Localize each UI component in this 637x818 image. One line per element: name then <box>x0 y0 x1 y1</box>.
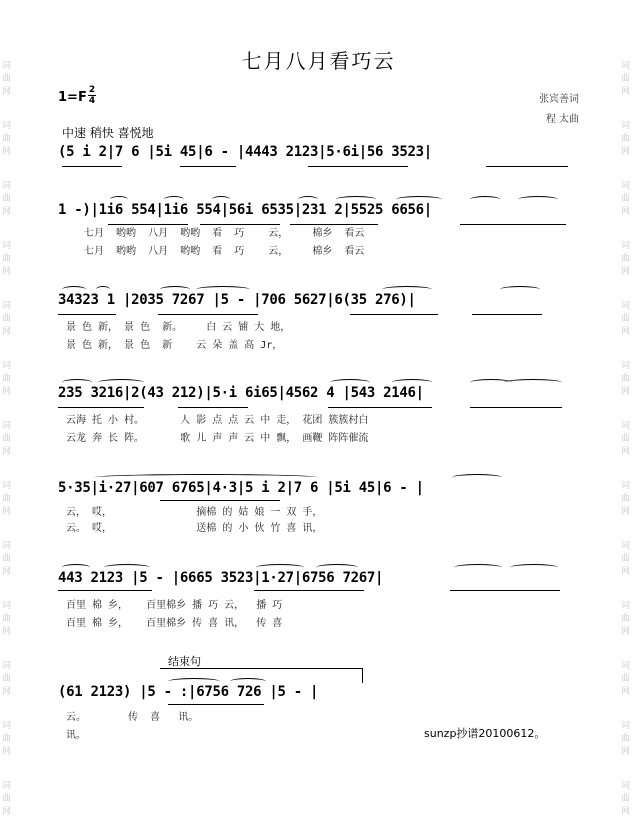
watermark-glyph: 网 <box>621 207 631 217</box>
slur-mark <box>168 678 220 685</box>
slur-mark <box>164 196 184 203</box>
lyrics-system-5-verse-2: 云。 哎， 送棉 的 小 伙 竹 喜 讯， <box>66 523 323 534</box>
slur-mark <box>160 286 190 293</box>
watermark-glyph: 网 <box>2 387 12 397</box>
watermark-glyph: 曲 <box>621 194 631 204</box>
beam-underline <box>158 314 258 315</box>
watermark-glyph: 曲 <box>2 554 12 564</box>
lyrics-system-7-verse-1: 云。 传 喜 讯。 <box>66 712 199 723</box>
watermark-glyph: 词 <box>2 421 12 431</box>
beam-underline <box>328 407 432 408</box>
watermark-glyph: 网 <box>2 687 12 697</box>
lyrics-system-4-verse-2: 云龙 奔 长 阵。 歌 儿 声 声 云 中 飘， 画鞭 阵阵催流 <box>66 433 369 444</box>
beam-underline <box>254 590 364 591</box>
watermark-glyph: 曲 <box>2 194 12 204</box>
slur-mark <box>500 286 540 293</box>
watermark-glyph: 曲 <box>2 614 12 624</box>
watermark-glyph: 网 <box>2 147 12 157</box>
watermark-glyph: 网 <box>621 687 631 697</box>
watermark-glyph: 网 <box>621 507 631 517</box>
key-signature: 1=F <box>58 90 87 105</box>
watermark-glyph: 词 <box>2 121 12 131</box>
watermark-glyph: 曲 <box>621 674 631 684</box>
watermark-glyph: 词 <box>2 601 12 611</box>
lyrics-system-3-verse-1: 景 色 新， 景 色 新。 白 云 铺 大 地， <box>66 322 291 333</box>
watermark-glyph: 网 <box>621 387 631 397</box>
beam-underline <box>108 224 188 225</box>
watermark-right <box>621 0 635 817</box>
slur-mark <box>110 196 128 203</box>
watermark-glyph: 网 <box>2 567 12 577</box>
watermark-glyph: 网 <box>621 327 631 337</box>
beam-underline <box>486 166 568 167</box>
beam-underline <box>470 407 562 408</box>
watermark-glyph: 曲 <box>2 254 12 264</box>
watermark-glyph: 网 <box>2 327 12 337</box>
slur-mark <box>470 196 500 203</box>
beam-underline <box>200 224 280 225</box>
slur-mark <box>98 379 144 386</box>
slur-mark <box>256 564 304 571</box>
beam-underline <box>180 166 236 167</box>
watermark-glyph: 词 <box>2 301 12 311</box>
watermark-glyph: 词 <box>621 421 631 431</box>
watermark-glyph: 曲 <box>2 494 12 504</box>
watermark-glyph: 网 <box>621 147 631 157</box>
slur-mark <box>454 564 502 571</box>
watermark-glyph: 词 <box>621 541 631 551</box>
slur-mark <box>518 196 558 203</box>
watermark-glyph: 网 <box>621 447 631 457</box>
watermark-glyph: 词 <box>2 541 12 551</box>
watermark-glyph: 词 <box>2 781 12 791</box>
watermark-glyph: 词 <box>2 61 12 71</box>
watermark-glyph: 词 <box>2 181 12 191</box>
notes-system-2: 1 -)|1i6 554|1i6 554|56i 6535|231 2|5525 6656| <box>58 202 432 218</box>
slur-mark <box>452 474 502 481</box>
watermark-glyph: 曲 <box>2 74 12 84</box>
notes-system-1: (5 i 2|7 6 |5i 45|6 - |4443 2123|5·6i|56 3523| <box>58 144 432 160</box>
beam-underline <box>472 314 542 315</box>
beam-underline <box>178 407 248 408</box>
watermark-left <box>2 0 16 817</box>
watermark-glyph: 词 <box>621 301 631 311</box>
slur-mark <box>382 286 432 293</box>
watermark-glyph: 网 <box>2 267 12 277</box>
ending-label: 结束句 <box>168 655 201 668</box>
slur-mark <box>230 678 266 685</box>
watermark-glyph: 曲 <box>621 734 631 744</box>
slur-mark <box>62 564 90 571</box>
slur-mark <box>336 196 376 203</box>
watermark-glyph: 网 <box>2 447 12 457</box>
slur-mark <box>94 474 318 481</box>
beam-underline <box>58 590 152 591</box>
watermark-glyph: 曲 <box>621 254 631 264</box>
beam-underline <box>450 590 560 591</box>
watermark-glyph: 曲 <box>2 794 12 804</box>
watermark-glyph: 词 <box>621 721 631 731</box>
watermark-glyph: 词 <box>2 241 12 251</box>
watermark-glyph: 词 <box>2 361 12 371</box>
slur-mark <box>298 196 318 203</box>
slur-mark <box>504 379 562 386</box>
watermark-glyph: 网 <box>621 747 631 757</box>
slur-mark <box>330 379 370 386</box>
watermark-glyph: 词 <box>621 61 631 71</box>
watermark-glyph: 网 <box>2 87 12 97</box>
watermark-glyph: 曲 <box>621 794 631 804</box>
slur-mark <box>396 196 442 203</box>
watermark-glyph: 曲 <box>2 314 12 324</box>
slur-mark <box>104 564 150 571</box>
slur-mark <box>62 286 86 293</box>
watermark-glyph: 词 <box>621 121 631 131</box>
watermark-glyph: 网 <box>621 87 631 97</box>
slur-mark <box>62 379 92 386</box>
notes-system-7: (61 2123) |5 - :|6756 726 |5 - | <box>58 684 319 700</box>
lyrics-system-3-verse-2: 景 色 新， 景 色 新 云 朵 盖 高 Jr， <box>66 340 283 351</box>
watermark-glyph: 网 <box>2 747 12 757</box>
transcriber-signature: sunzp抄谱20100612。 <box>424 727 546 740</box>
watermark-glyph: 网 <box>2 507 12 517</box>
slur-mark <box>392 379 432 386</box>
lyricist-credit: 张宾善词 <box>539 94 579 105</box>
watermark-glyph: 词 <box>621 181 631 191</box>
beam-underline <box>62 166 122 167</box>
slur-mark <box>316 564 358 571</box>
watermark-glyph: 曲 <box>621 374 631 384</box>
watermark-glyph: 网 <box>621 567 631 577</box>
watermark-glyph: 词 <box>621 361 631 371</box>
beam-underline <box>308 166 408 167</box>
lyrics-system-6-verse-1: 百里 棉 乡， 百里棉乡 播 巧 云， 播 巧 <box>66 600 283 611</box>
beam-underline <box>58 314 116 315</box>
lyrics-system-4-verse-1: 云海 托 小 村。 人 影 点 点 云 中 走， 花团 簇簇村白 <box>66 415 369 426</box>
watermark-glyph: 网 <box>2 207 12 217</box>
lyrics-system-6-verse-2: 百里 棉 乡， 百里棉乡 传 喜 讯， 传 喜 <box>66 618 283 629</box>
watermark-glyph: 网 <box>621 267 631 277</box>
tempo-marking: 中速 稍快 喜悦地 <box>62 126 154 140</box>
watermark-glyph: 词 <box>2 481 12 491</box>
slur-mark <box>96 286 110 293</box>
notes-system-4: 235 3216|2(43 212)|5·i 6i65|4562 4 |543 2146| <box>58 385 424 401</box>
slur-mark <box>510 564 558 571</box>
beam-underline <box>290 224 378 225</box>
watermark-glyph: 网 <box>621 627 631 637</box>
beam-underline <box>168 704 264 705</box>
notes-system-6: 443 2123 |5 - |6665 3523|1·27|6756 7267| <box>58 570 384 586</box>
lyrics-system-7-verse-2: 讯。 <box>66 730 86 741</box>
lyrics-system-2-verse-2: 七月 哟哟 八月 哟哟 看 巧 云， 棉乡 看云 <box>84 246 365 257</box>
watermark-glyph: 曲 <box>2 734 12 744</box>
watermark-glyph: 网 <box>2 807 12 817</box>
beam-underline <box>350 314 438 315</box>
watermark-glyph: 曲 <box>2 434 12 444</box>
watermark-glyph: 曲 <box>2 374 12 384</box>
watermark-glyph: 曲 <box>621 134 631 144</box>
watermark-glyph: 曲 <box>621 434 631 444</box>
watermark-glyph: 词 <box>621 241 631 251</box>
watermark-glyph: 词 <box>621 781 631 791</box>
lyrics-system-5-verse-1: 云， 哎， 摘棉 的 姑 娘 一 双 手， <box>66 507 323 518</box>
beam-underline <box>460 224 566 225</box>
beam-underline <box>58 407 144 408</box>
notes-system-5: 5·35|i·27|607 6765|4·3|5 i 2|7 6 |5i 45|6 - | <box>58 480 424 496</box>
watermark-glyph: 曲 <box>2 674 12 684</box>
time-signature: 2 4 <box>88 85 96 106</box>
watermark-glyph: 词 <box>621 481 631 491</box>
watermark-glyph: 网 <box>621 807 631 817</box>
watermark-glyph: 网 <box>2 627 12 637</box>
watermark-glyph: 词 <box>621 601 631 611</box>
composer-credit: 程 太曲 <box>545 114 579 125</box>
lyrics-system-2-verse-1: 七月 哟哟 八月 哟哟 看 巧 云， 棉乡 看云 <box>84 228 365 239</box>
slur-mark <box>212 196 230 203</box>
watermark-glyph: 曲 <box>2 134 12 144</box>
watermark-glyph: 曲 <box>621 614 631 624</box>
song-title: 七月八月看巧云 <box>241 49 396 73</box>
watermark-glyph: 词 <box>2 661 12 671</box>
notes-system-3: 34323 1 |2035 7267 |5 - |706 5627|6(35 276)| <box>58 292 416 308</box>
watermark-glyph: 曲 <box>621 494 631 504</box>
watermark-glyph: 词 <box>2 721 12 731</box>
watermark-glyph: 曲 <box>621 554 631 564</box>
beam-underline <box>160 500 280 501</box>
watermark-glyph: 词 <box>621 661 631 671</box>
watermark-glyph: 曲 <box>621 314 631 324</box>
slur-mark <box>196 286 250 293</box>
watermark-glyph: 曲 <box>621 74 631 84</box>
